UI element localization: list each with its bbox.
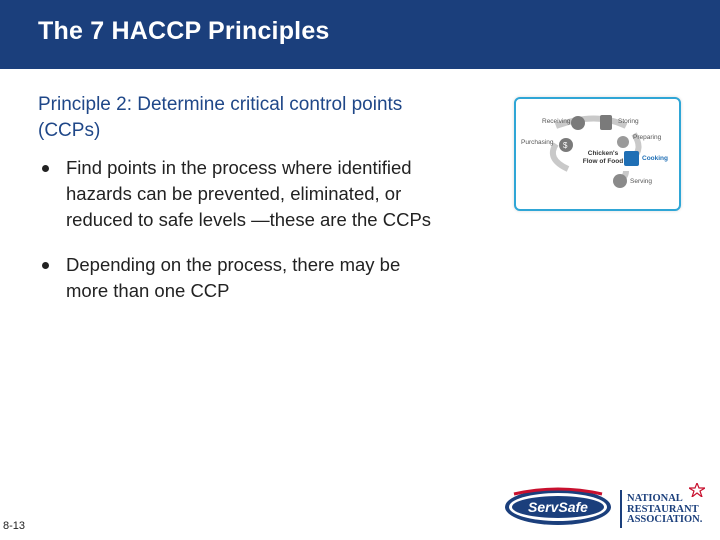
serving-icon bbox=[613, 174, 627, 188]
servsafe-logo bbox=[504, 486, 612, 528]
slide-title: The 7 HACCP Principles bbox=[38, 17, 330, 45]
principle-heading: Principle 2: Determine critical control points (CCPs) bbox=[38, 94, 403, 141]
bullet-dot-icon bbox=[42, 165, 49, 172]
servsafe-text: ServSafe bbox=[528, 499, 588, 515]
bullet-dot-icon bbox=[42, 262, 49, 269]
nra-line: RESTAURANT bbox=[627, 503, 699, 515]
step-label: Receiving bbox=[542, 118, 571, 125]
cooking-icon bbox=[624, 151, 639, 166]
step-label: Cooking bbox=[642, 155, 668, 162]
step-label: Serving bbox=[630, 178, 653, 185]
bullet-item bbox=[38, 155, 438, 233]
bullet-list bbox=[38, 155, 438, 323]
bullet-item bbox=[38, 252, 438, 304]
receiving-icon bbox=[571, 116, 585, 130]
step-label: Purchasing bbox=[521, 139, 554, 146]
storing-icon bbox=[600, 115, 612, 130]
nra-line: ASSOCIATION. bbox=[627, 514, 703, 525]
step-label: Preparing bbox=[633, 134, 662, 141]
logo-divider bbox=[620, 490, 622, 528]
nra-line: NATIONAL bbox=[627, 493, 683, 504]
svg-text:$: $ bbox=[563, 141, 568, 150]
title-bar bbox=[0, 0, 720, 69]
bullet-text: Depending on the process, there may be more than one CCP bbox=[66, 254, 401, 301]
bullet-text: Find points in the process where identified hazards can be prevented, eliminated, or reduced to safe levels —these are the CCPs bbox=[66, 157, 432, 230]
center-label: Chicken's Flow of Food bbox=[582, 150, 624, 165]
preparing-icon bbox=[617, 136, 629, 148]
step-label: Storing bbox=[618, 118, 639, 125]
nra-logo bbox=[627, 494, 713, 526]
flow-of-food-diagram bbox=[514, 97, 681, 211]
slide-number: 8-13 bbox=[3, 520, 26, 532]
